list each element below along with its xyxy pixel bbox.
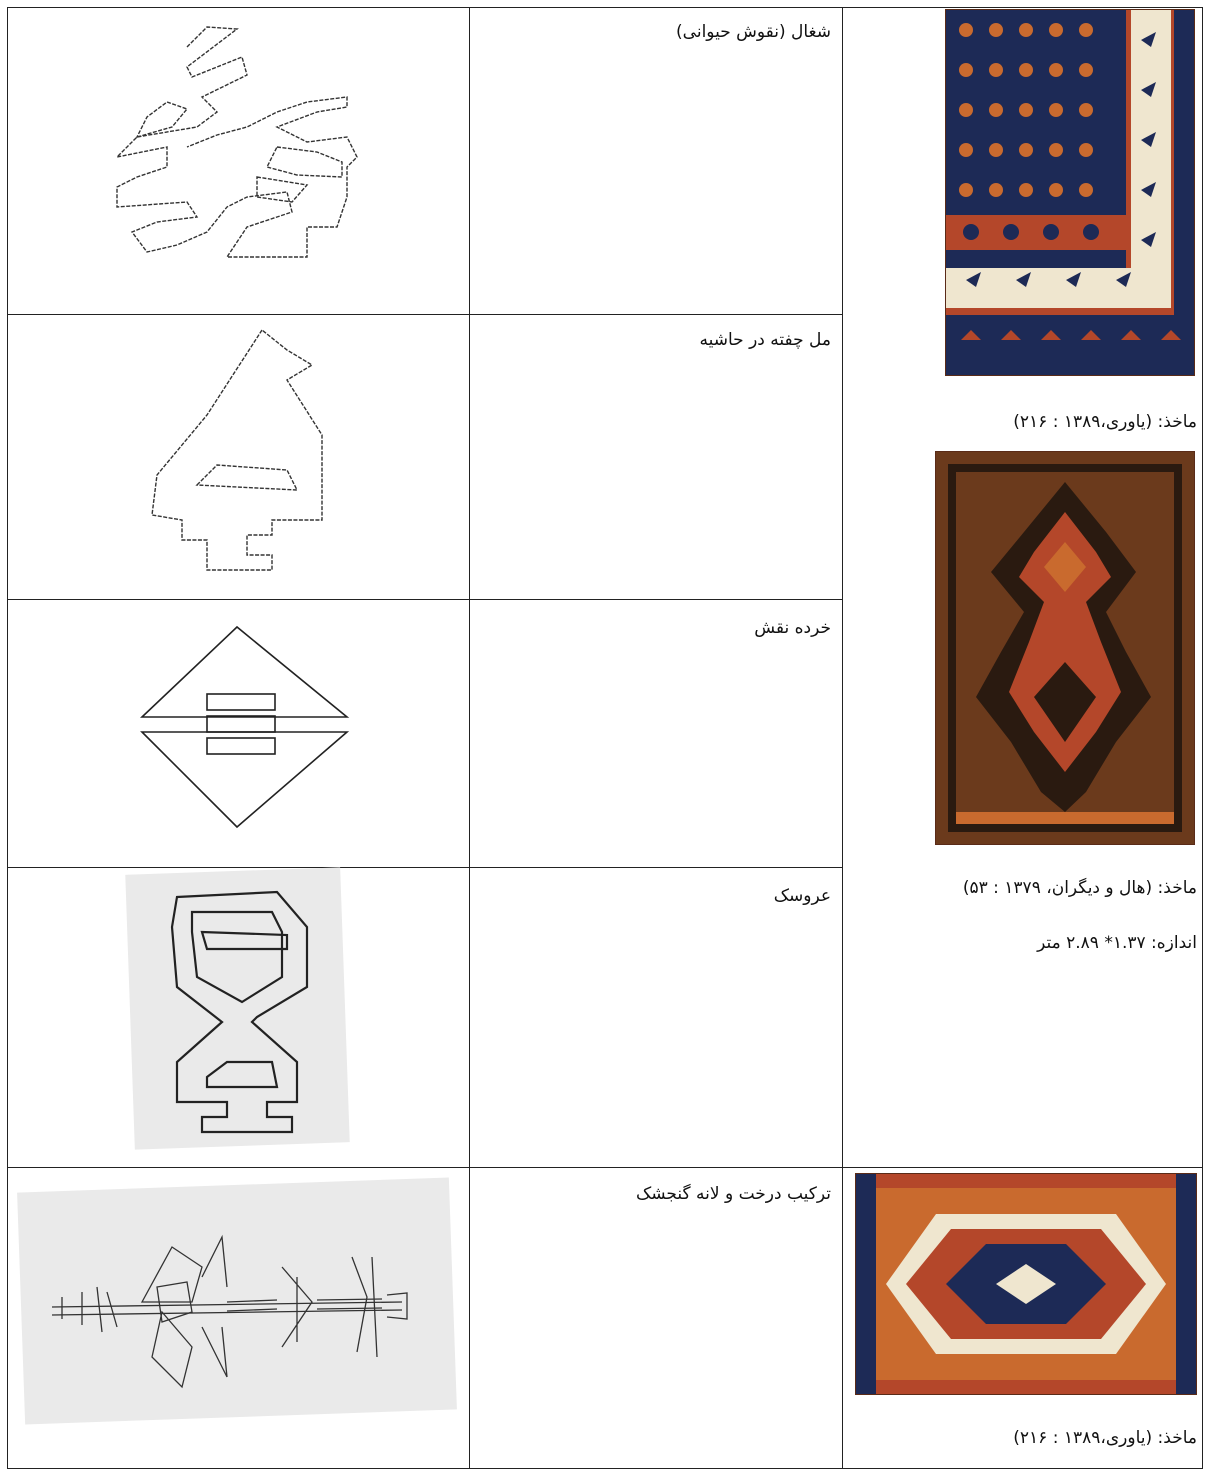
motif-name-2: مل چفته در حاشیه bbox=[699, 330, 831, 350]
motif-name-5: ترکیب درخت و لانه گنجشک bbox=[636, 1184, 831, 1204]
column-divider-2 bbox=[842, 7, 843, 1469]
motif-name-3: خرده نقش bbox=[754, 618, 831, 638]
row-divider-3 bbox=[7, 867, 843, 868]
tree-and-nest-motif-drawing bbox=[42, 1207, 432, 1407]
table-border-top bbox=[7, 7, 1203, 8]
rug3-source-caption: ماخذ: (یاوری،۱۳۸۹ : ۲۱۶) bbox=[1013, 1428, 1197, 1448]
motif-table bbox=[7, 7, 1203, 1469]
column-divider-1 bbox=[469, 7, 470, 1469]
motif-name-4: عروسک bbox=[773, 886, 831, 906]
table-border-left bbox=[7, 7, 8, 1469]
jackal-motif-drawing bbox=[77, 17, 377, 287]
khorde-naghsh-motif-drawing bbox=[137, 622, 357, 852]
row-divider-1 bbox=[7, 314, 843, 315]
kilim-rug-photo-2 bbox=[935, 451, 1195, 845]
row-divider-2 bbox=[7, 599, 843, 600]
row-divider-4 bbox=[7, 1167, 1203, 1168]
kilim-rug-photo-1 bbox=[945, 9, 1195, 376]
rug2-source-caption: ماخذ: (هال و دیگران، ۱۳۷۹ : ۵۳) bbox=[962, 878, 1197, 898]
motif-name-1: شغال (نقوش حیوانی) bbox=[676, 22, 831, 42]
rug2-size-caption: اندازه: ۱.۳۷* ۲.۸۹ متر bbox=[1037, 933, 1197, 953]
kilim-rug-photo-3 bbox=[855, 1173, 1197, 1395]
mal-chafte-motif-drawing bbox=[137, 325, 357, 585]
rug1-source-caption: ماخذ: (یاوری،۱۳۸۹ : ۲۱۶) bbox=[1013, 412, 1197, 432]
doll-motif-drawing bbox=[147, 887, 337, 1137]
table-border-right bbox=[1202, 7, 1203, 1469]
table-border-bottom bbox=[7, 1468, 1203, 1469]
